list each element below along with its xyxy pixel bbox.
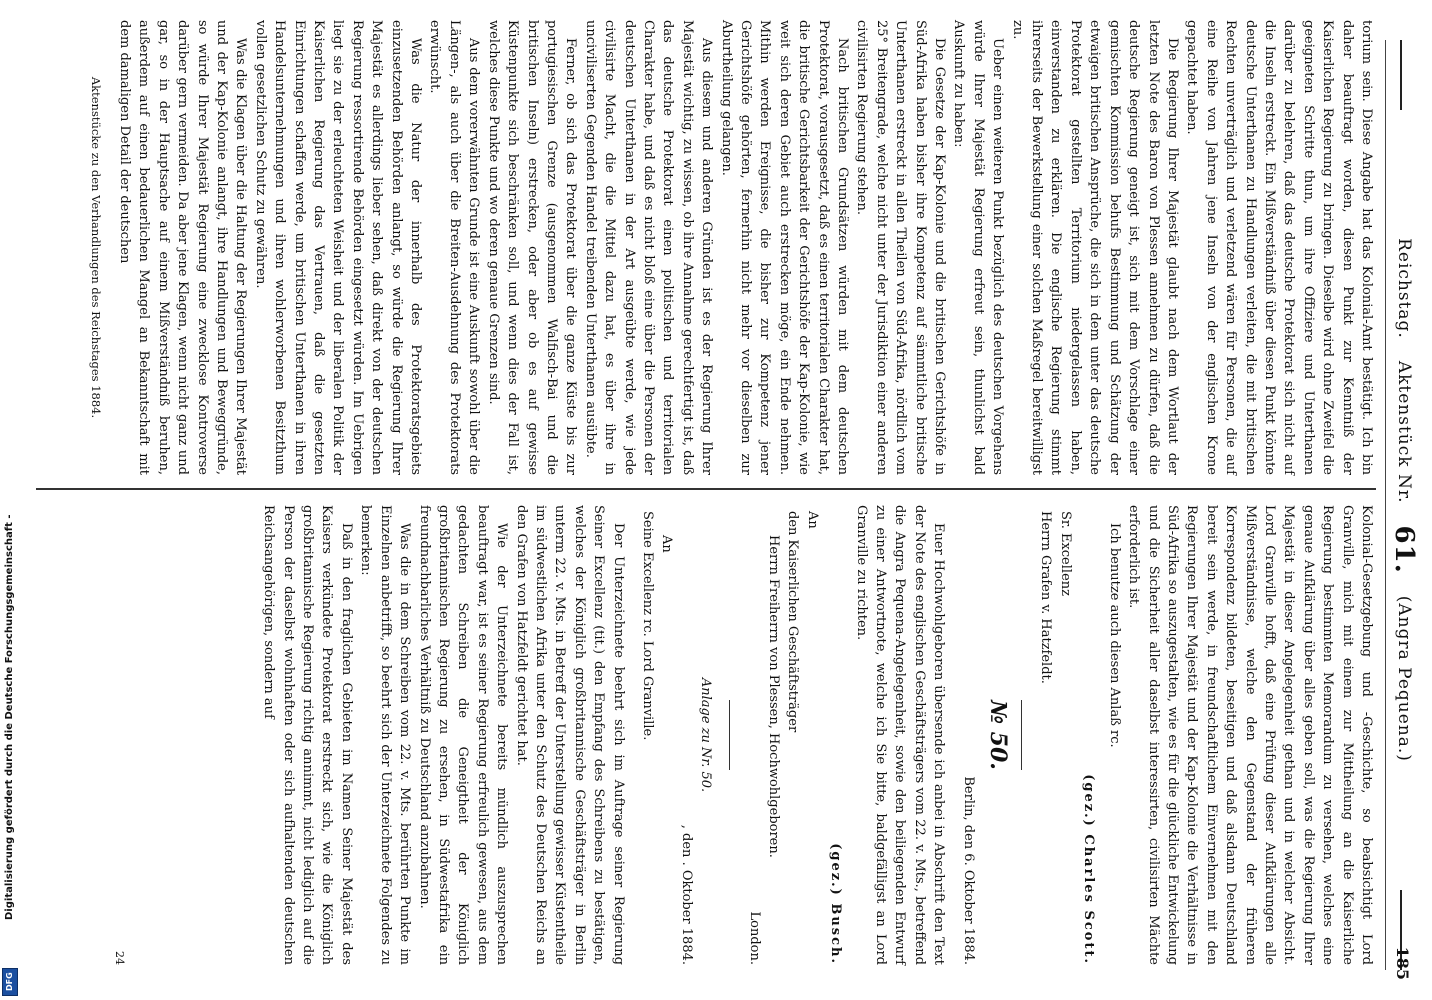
sheet-signature: 24 [112,951,126,965]
dfg-logo-text: DFG [5,972,14,991]
annex-title: Anlage zu Nr. 50. [698,677,714,793]
digitization-text: Digitalisierung gefördert durch die Deutsche Forschungsgemeinschaft - [4,514,15,920]
page-number: 185 [1393,946,1412,980]
left-paragraph: Ferner, ob sich das Protektorat über die ganze Küste bis zur portugiesischen Grenze (ausgenommen Walfisch-Bai und die britischen Inseln) erstrecken, oder aber ob es auf gewisse Küstenpunkte sich beschränken soll, und wenn dies der Fall ist, welches diese Punkte und wo deren genaue Grenzen sind. [485,20,579,475]
annex-paragraph: Der Unterzeichnete beehrt sich im Auftrage seiner Regierung Seiner Excellenz (tit.) den Empfang des Schreibens zu bestätigen, welches der Königlich großbritannische Geschäftsträger in Berlin unterm 22. v. Mts. in Betreff der Unterstellung gewisser Küstentheile im südwestlichen Afrika unter den Schutz des Deutschen Reichs an den Grafen von Hatzfeldt gerichtet hat. [513,505,626,965]
addressee-label: An [804,511,820,529]
left-paragraph: Die Regierung Ihrer Majestät glaubt nach dem Wortlaut der letzten Note des Baron von Plessen annehmen zu dürfen, daß die deutsche Regierung geneigt ist, sich mit dem Vorschlage einer gemischten Kommission behufs Bestimmung und Schätzung der etwaigen britischen Ansprüche, die sich in dem unter das deutsche Protektorat gestellten Territorium niedergelassen haben, einverstanden zu erklären. Die englische Regierung stimmt ihrerseits der Bewerkstellung einer solchen Maßregel bereitwilligst zu. [1009,20,1180,475]
annex-paragraph: Was die in dem Schreiben vom 22. v. Mts. berührten Punkte im Einzelnen anbetrifft, so beehrt sich der Unterzeichnete Folgendes zu bemerken: [358,505,413,965]
addressee-city: London. [746,911,762,965]
separator-rule [729,700,730,770]
left-paragraph: Was die Klagen über die Haltung der Regierungen Ihrer Majestät und der Kap-Kolonie anlangt, ihre Handlungen und Beweggründe, so würde Ihrer Majestät Regierung eine zwecklose Kontroverse darüber gern vermeiden. Da aber jene Klagen, wenn nicht ganz und gar, so in der Hauptsache auf einem Mißverständniß beruhen, außerdem auf einen bedauerlichen Mangel an Bekanntschaft mit dem damaligen Detail der deutschen [117,20,249,475]
left-paragraph: Nach britischen Grundsätzen würden mit dem deutschen Protektorat, vorausgesetzt, daß es einen territorialen Charakter hat, die britische Gerichtsbarkeit der Gerichtshöfe der Kap-Kolonie, wie weit sich deren Gebiet auch erstrecken möge, ein Ende nehmen. Mithin werden Ereignisse, die bisher zur Kompetenz jener Gerichtshöfe gehörten, fernerhin nicht mehr vor dieselben zur Aburtheilung gelangen. [718,20,851,475]
document-number: № 50. [985,700,1012,770]
recipient-line-2: Herrn Grafen v. Hatzfeldt. [1038,511,1054,684]
digitization-note [0,0,20,1000]
left-column [85,20,1376,475]
annex-addressee-label: An [659,535,675,553]
header-bottom-rule [1385,40,1386,970]
column-divider [36,488,1376,490]
annex-paragraph: Daß in den fraglichen Gebieten im Namen Seiner Majestät des Kaisers verkündete Protektorat erstreckt sich, wie die Königlich großbritannische Regierung richtig annimmt, nicht lediglich auf die Person der daselbst wohnhaften oder sich aufhaltenden deutschen Reichsangehörigen, sondern auf [261,505,354,965]
body-doc-50: Euer Hochwohlgeboren übersende ich anbei in Abschrift den Text der Note des englischen Geschäftsträgers vom 22. v. Mts., betreffend die Angra Pequena-Angelegenheit, sowie den beiliegenden Entwurf zu einer Antwortnote, welche ich Sie bitte, baldgefälligst an Lord Granville zu richten. [853,505,947,965]
left-paragraph: Was die Natur der innerhalb des Protektoratsgebiets einzusetzenden Behörden anlangt, so würde die Regierung Ihrer Majestät es allerdings lieber sehen, daß direkt von der deutschen Regierung ressortirende Behörden eingesetzt würden. Im Uebrigen liegt sie zu der erleuchteten Weisheit und der liberalen Politik der Kaiserlichen Regierung das Vertrauen, daß die gesetzten Einrichtungen schaffen werde, um britischen Unterthanen in ihren Handelsunternehmungen und ihren wohlerworbenen Besitzthum vollen gesetzlichen Schutz zu gewähren. [252,20,424,475]
left-paragraph: Ueber einen weiteren Punkt bezüglich des deutschen Vorgehens würde Ihrer Majestät Regierung erfreut sein, thunlichst bald Auskunft zu haben: [951,20,1006,475]
left-paragraph: Aus diesem und anderen Gründen ist es der Regierung Ihrer Majestät wichtig, zu wissen, ob ihre Annahme gerechtfertigt ist, daß das deutsche Protektorat einen politischen und territorialen Charakter habe, und daß es nicht bloß eine über die Personen der deutschen Unterthanen in der Art ausgeübte werde, wie jede civilisirte Macht, die die Mittel dazu hat, es über ihre in unciviliserten Gegenden Handel treibenden Unterthanen ausübte. [582,20,715,475]
left-paragraph: Die Gesetze der Kap-Kolonie und die britischen Gerichtshöfe in Süd-Afrika haben bisher ihre Kompetenz auf sämmtliche britische Unterthanen erstreckt in allen Theilen von Süd-Afrika, nördlich vom 25° Breitengrade, welche nicht unter der Jurisdiktion einer anderen civilisirten Regierung stehen. [854,20,948,475]
place-date: Berlin, den 6. Oktober 1884. [960,776,976,965]
annex-paragraph: Wie der Unterzeichnete bereits mündlich auszusprechen beauftragt war, ist es seiner Regierung erfreulich gewesen, aus dem gedachten Schreiben die Geneigtheit der Königlich großbritannischen Regierung zu ersehen, in Südwestafrika ein freundnachbarliches Verhältniß zu Deutschland anzubahnen. [416,505,510,965]
dfg-logo-icon [2,968,18,996]
signature-busch: (gez.) Busch. [828,843,844,965]
running-head-right: (Angra Pequena.) [1394,595,1414,762]
annex-date: , den . Oktober 1884. [678,824,694,965]
addressee-line-2: Herrn Freiherrn von Plessen, Hochwohlgeboren. [766,535,782,858]
header-rule-left [1400,40,1402,110]
addressee-line-1: den Kaiserlichen Geschäftsträger [785,511,801,733]
running-head [1389,110,1419,890]
separator-rule [1021,700,1022,770]
signature-scott: (gez.) Charles Scott. [1081,774,1097,965]
right-intro: Kolonial-Gesetzgebung und -Geschichte, so beabsichtigt Lord Granville, mich mit einem zur Mittheilung an die Kaiserliche Regierung bestimmten Memorandum zu versehen, welches eine genaue Aufklärung über alles geben soll, was die Regierung Ihrer Majestät in dieser Angelegenheit gethan und in welcher Absicht. Lord Granville hofft, daß eine Prüfung dieser Aufklärungen alle Mißverständnisse, welche den Gegenstand der früheren Korrespondenz bildeten, beseitigen und daß alsdann Deutschland bereit sein werde, in freundschaftlichem Einvernehmen mit den Regierungen Ihrer Majestät und der Kap-Kolonie die Verhältnisse in Süd-Afrika so auszugestalten, wie es für die glückliche Entwickelung und die Sicherheit aller daselbst interessirten, civilisirten Mächte erforderlich ist. [1126,505,1374,965]
recipient-line-1: Sr. Excellenz [1057,511,1073,596]
running-head-act-label: Aktenstück Nr. [1394,360,1414,504]
right-column [109,505,1376,965]
annex-addressee: Seine Excellenz rc. Lord Granville. [640,511,655,741]
running-head-left: Reichstag. [1394,238,1414,339]
left-paragraph: torium sein. Diese Angabe hat das Kolonial-Amt bestätigt. Ich bin daher beauftragt worden, diesen Punkt zur Kenntniß der Kaiserlichen Regierung zu bringen. Dieselbe wird ohne Zweifel die geeigneten Schritte thun, um ihre Offiziere und Unterthanen darüber zu belehren, daß das deutsche Protektorat sich nicht auf die Inseln erstreckt. Ein Mißverständniß über diesen Punkt könnte deutsche Unterthanen zu Handlungen verleiten, die mit britischen Rechten unverträglich und verletzend wären für Personen, die auf eine Reihe von Jahren jene Inseln von der englischen Krone gepachtet haben. [1184,20,1374,475]
page-footnote: Aktenstücke zu den Verhandlungen des Reichstages 1884. [88,76,103,419]
closing-formula: Ich benutze auch diesen Anlaß rc. [1106,523,1122,748]
running-head-act-number: 61. [1389,525,1419,574]
left-paragraph: Aus dem vorerwähnten Grunde ist eine Auskunft sowohl über die Längen-, als auch über die Breiten-Ausdehnung des Protektorats erwünscht. [427,20,482,475]
